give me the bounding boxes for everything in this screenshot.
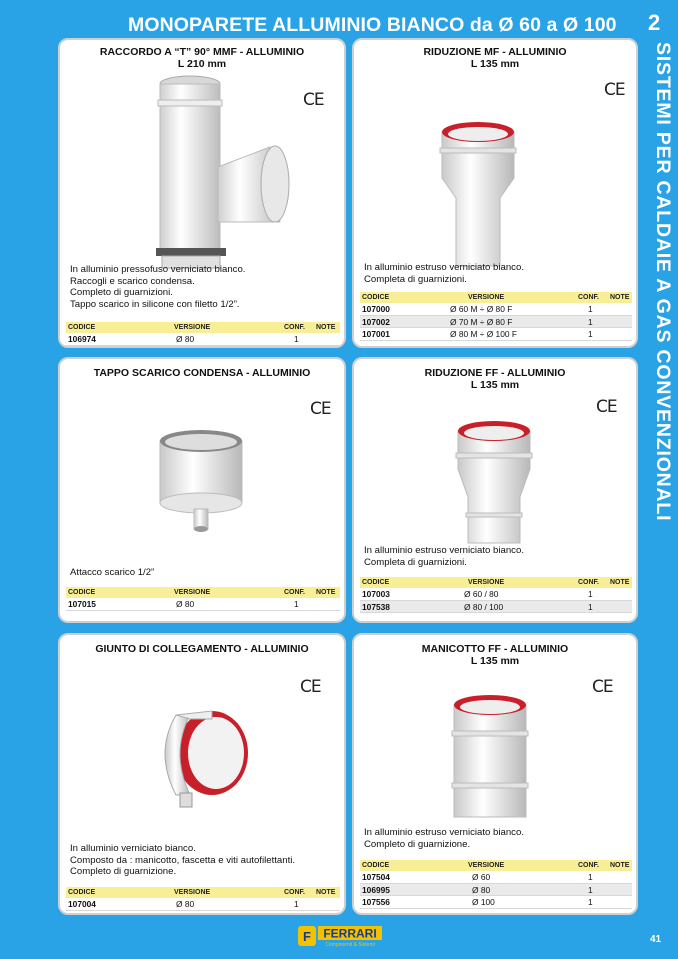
card-description: In alluminio verniciato bianco. Composto da : manicotto, fascetta e viti autofilettanti. Completo di guarnizione. (70, 843, 296, 877)
table-row: 107003 Ø 60 / 80 1 (360, 588, 632, 601)
table-row: 107004 Ø 80 1 (66, 898, 340, 911)
product-table: CODICE VERSIONE CONF. NOTE 107003 Ø 60 / 80 1 107538 Ø 80 / 100 1 (360, 577, 632, 613)
product-table: CODICE VERSIONE CONF. NOTE 107504 Ø 60 1 106995 Ø 80 1 107556 Ø 100 1 (360, 860, 632, 909)
ce-mark-icon: CE (596, 397, 617, 417)
card-subtitle: L 135 mm (470, 58, 520, 70)
card-title: MANICOTTO FF - ALLUMINIO (421, 643, 569, 655)
product-card-riduzione-mf (352, 38, 638, 348)
reducer-ff-image (454, 417, 534, 547)
svg-text:F: F (303, 929, 311, 944)
ce-mark-icon: CE (310, 399, 331, 419)
card-subtitle: L 135 mm (470, 379, 520, 391)
card-description: In alluminio estruso verniciato bianco. Completa di guarnizioni. (364, 262, 524, 285)
coupling-clamp-image (150, 705, 260, 815)
chapter-number: 2 (648, 10, 661, 35)
sleeve-ff-image (450, 691, 530, 821)
card-subtitle: L 210 mm (177, 58, 227, 70)
tee-fitting-image (150, 72, 300, 272)
page-title: MONOPARETE ALLUMINIO BIANCO da Ø 60 a Ø 100 (128, 14, 617, 36)
table-row: 107002 Ø 70 M ÷ Ø 80 F 1 (360, 316, 632, 329)
product-table: CODICE VERSIONE CONF. NOTE 107004 Ø 80 1 (66, 887, 340, 911)
page-number: 41 (650, 934, 662, 945)
card-title: RACCORDO A “T” 90° MMF - ALLUMINIO (99, 46, 305, 58)
card-description: In alluminio estruso verniciato bianco. Completo di guarnizione. (364, 827, 524, 850)
logo-brand: FERRARI (323, 926, 377, 941)
card-description: In alluminio pressofuso verniciato bianco. Raccogli e scarico condensa. Completo di guarnizioni. Tappo scarico in silicone con filetto 1/2”. (70, 264, 246, 310)
product-card-riduzione-ff (352, 357, 638, 623)
table-row: 107015 Ø 80 1 (66, 598, 340, 611)
table-row: 107000 Ø 60 M ÷ Ø 80 F 1 (360, 303, 632, 316)
table-row: 107001 Ø 80 M ÷ Ø 100 F 1 (360, 328, 632, 341)
card-title: RIDUZIONE MF - ALLUMINIO (423, 46, 567, 58)
card-title: TAPPO SCARICO CONDENSA - ALLUMINIO (93, 367, 311, 379)
ferrari-logo (298, 924, 384, 948)
table-row: 107504 Ø 60 1 (360, 871, 632, 884)
table-row: 106974 Ø 80 1 (66, 333, 340, 346)
ce-mark-icon: CE (592, 677, 613, 697)
card-subtitle: L 135 mm (470, 655, 520, 667)
product-table: CODICE VERSIONE CONF. NOTE 107000 Ø 60 M ÷ Ø 80 F 1 107002 Ø 70 M ÷ Ø 80 F 1 107001 Ø 80 M ÷ Ø 100 F 1 (360, 292, 632, 341)
card-title: GIUNTO DI COLLEGAMENTO - ALLUMINIO (95, 643, 309, 655)
logo-tagline: Componenti & Sistemi (325, 942, 375, 948)
product-table: CODICE VERSIONE CONF. NOTE 107015 Ø 80 1 (66, 587, 340, 611)
ce-mark-icon: CE (300, 677, 321, 697)
section-side-title: SISTEMI PER CALDAIE A GAS CONVENZIONALI (652, 42, 674, 522)
ce-mark-icon: CE (604, 80, 625, 100)
product-card-tappo-scarico (58, 357, 346, 623)
ce-mark-icon: CE (303, 90, 324, 110)
card-title: RIDUZIONE FF - ALLUMINIO (424, 367, 566, 379)
card-description: In alluminio estruso verniciato bianco. Completa di guarnizioni. (364, 545, 524, 568)
card-description: Attacco scarico 1/2” (70, 567, 155, 578)
table-row: 106995 Ø 80 1 (360, 884, 632, 897)
condensate-cap-image (156, 427, 246, 547)
reducer-mf-image (438, 118, 518, 268)
table-row: 107556 Ø 100 1 (360, 896, 632, 909)
table-row: 107538 Ø 80 / 100 1 (360, 601, 632, 614)
product-card-manicotto-ff (352, 633, 638, 915)
product-card-giunto (58, 633, 346, 915)
product-table: CODICE VERSIONE CONF. NOTE 106974 Ø 80 1 (66, 322, 340, 346)
product-card-raccordo-t (58, 38, 346, 348)
